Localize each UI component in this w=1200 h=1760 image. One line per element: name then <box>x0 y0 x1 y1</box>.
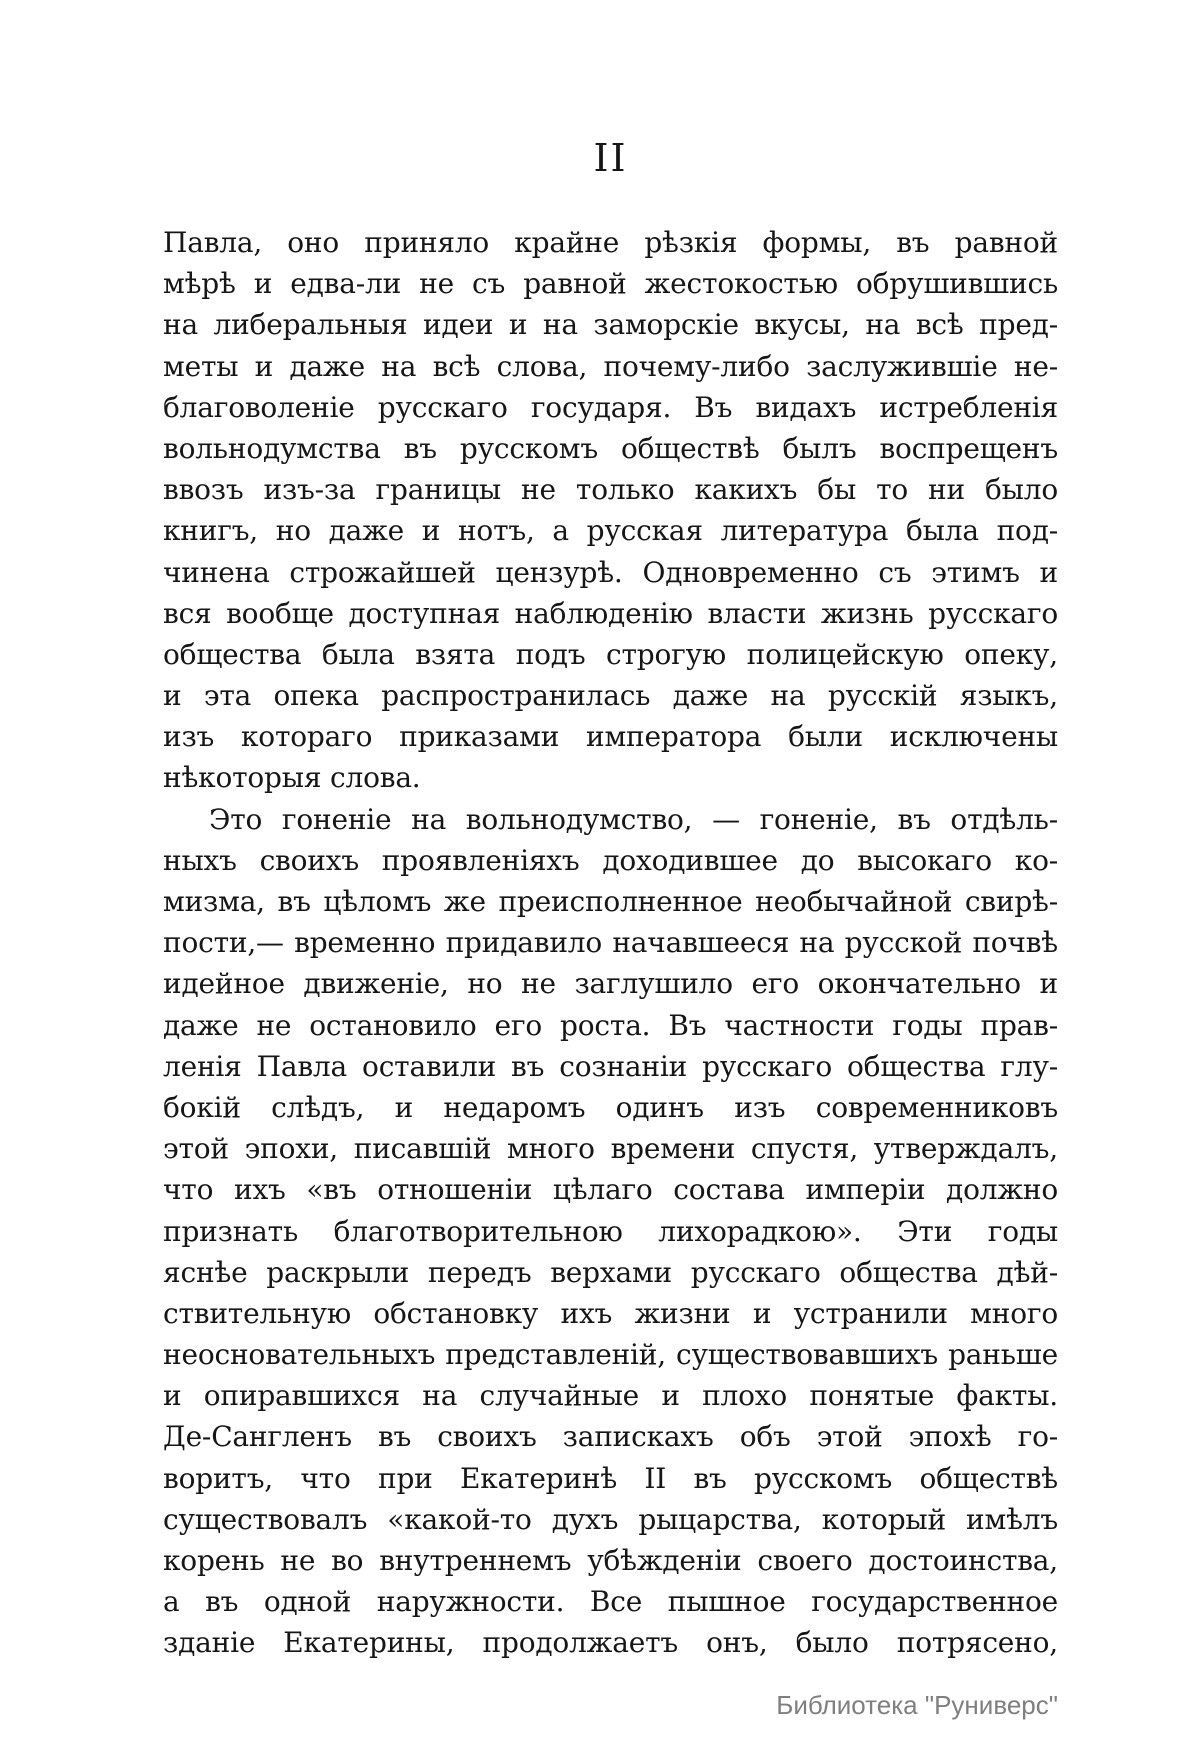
text-line: неосновательныхъ представленій, существовавшихъ раньше <box>163 1338 1058 1372</box>
text-line: мизма, въ цѣломъ же преисполненное необычайной свирѣ- <box>163 885 1058 918</box>
text-line: на либеральныя идеи и на заморскіе вкусы, на всѣ пред- <box>163 308 1058 342</box>
library-watermark: Библиотека "Руниверс" <box>776 1690 1058 1720</box>
text-line: изъ котораго приказами императора были исключены <box>163 720 1058 754</box>
text-line: этой эпохи, писавшій много времени спустя, утверждалъ, <box>163 1132 1058 1166</box>
text-line: Павла, оно приняло крайне рѣзкія формы, въ равной <box>163 226 1058 259</box>
body-text <box>163 222 1058 1664</box>
text-line: вольнодумства въ русскомъ обществѣ былъ воспрещенъ <box>163 431 1058 465</box>
page-number-heading: II <box>593 136 628 180</box>
text-line: и эта опека распространилась даже на русскій языкъ, <box>163 679 1058 713</box>
text-line: меты и даже на всѣ слова, почему-либо заслужившіе не- <box>163 349 1058 383</box>
text-line: ввозъ изъ-за границы не только какихъ бы то ни было <box>163 473 1058 507</box>
text-line: признать благотворительною лихорадкою». Эти годы <box>163 1214 1058 1248</box>
text-line: бокій слѣдъ, и недаромъ одинъ изъ современниковъ <box>163 1090 1058 1124</box>
text-line: благоволеніе русскаго государя. Въ видахъ истребленія <box>163 390 1058 424</box>
text-line: и опиравшихся на случайные и плохо понятые факты. <box>163 1379 1058 1413</box>
text-line: Это гоненіе на вольнодумство, — гоненіе, въ отдѣль- <box>209 802 1058 836</box>
text-line: яснѣе раскрыли передъ верхами русскаго общества дѣй- <box>163 1255 1058 1289</box>
text-line: нѣкоторыя слова. <box>163 761 421 795</box>
text-line: что ихъ «въ отношеніи цѣлаго состава имперіи должно <box>163 1173 1058 1207</box>
text-line: пости,— временно придавило начавшееся на русской почвѣ <box>163 926 1058 960</box>
text-line: мѣрѣ и едва-ли не съ равной жестокостью обрушившись <box>163 267 1058 301</box>
text-line: чинена строжайшей цензурѣ. Одновременно съ этимъ и <box>163 555 1058 589</box>
text-line: вся вообще доступная наблюденію власти жизнь русскаго <box>163 596 1058 630</box>
text-line: ныхъ своихъ проявленіяхъ доходившее до высокаго ко- <box>163 843 1058 877</box>
text-line: корень не во внутреннемъ убѣжденіи своего достоинства, <box>163 1544 1058 1577</box>
text-line: существовалъ «какой-то духъ рыцарства, который имѣлъ <box>163 1502 1058 1536</box>
text-line: книгъ, но даже и нотъ, а русская литература была под- <box>163 514 1058 548</box>
text-line: ленія Павла оставили въ сознаніи русскаго общества глу- <box>163 1049 1058 1083</box>
text-line: Де-Сангленъ въ своихъ запискахъ объ этой эпохѣ го- <box>163 1420 1058 1454</box>
text-line: даже не остановило его роста. Въ частности годы прав- <box>163 1008 1058 1042</box>
text-line: общества была взята подъ строгую полицейскую опеку, <box>163 637 1058 671</box>
text-line: ствительную обстановку ихъ жизни и устранили много <box>163 1296 1058 1330</box>
text-line: воритъ, что при Екатеринѣ II въ русскомъ обществѣ <box>163 1461 1058 1495</box>
text-line: а въ одной наружности. Все пышное государственное <box>163 1585 1058 1619</box>
text-line: идейное движеніе, но не заглушило его окончательно и <box>163 967 1058 1001</box>
text-line: зданіе Екатерины, продолжаетъ онъ, было потрясено, <box>163 1626 1058 1660</box>
